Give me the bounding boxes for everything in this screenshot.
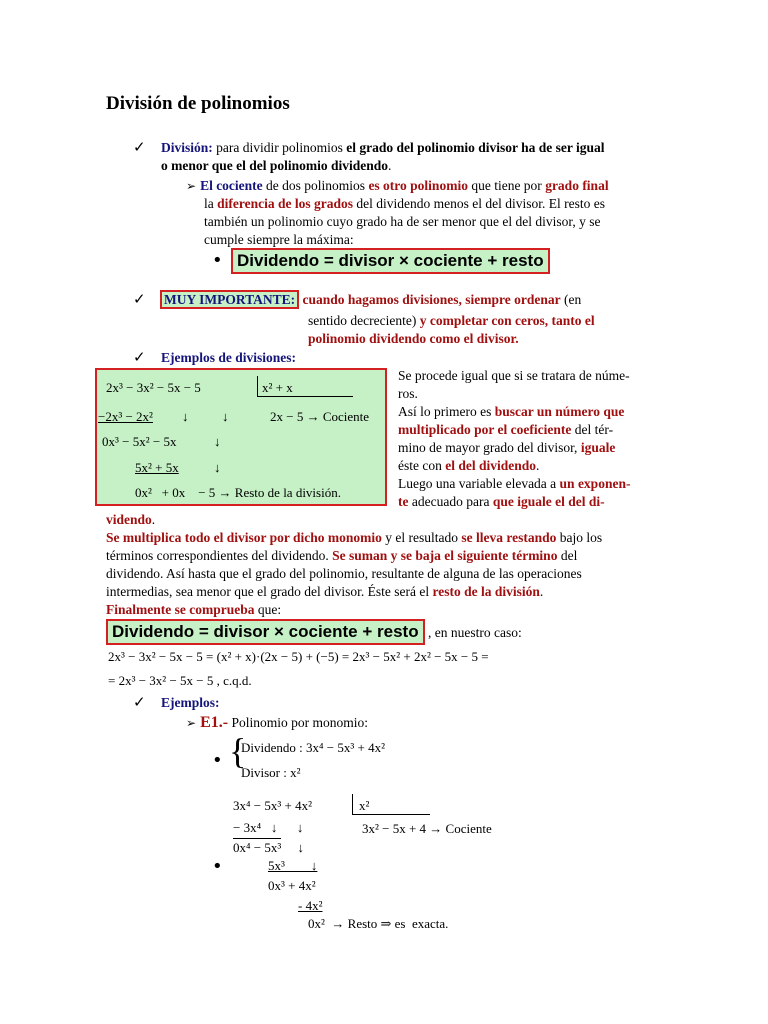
check-icon: ✓ <box>133 348 146 366</box>
para-line2: Se multiplica todo el divisor por dicho monomio y el resultado se lleva restando bajo los <box>106 530 603 545</box>
para-line5: intermedias, sea menor que el grado del divisor. Éste será el resto de la división. <box>106 584 544 599</box>
e1-div-row3: 0x⁴ − 5x³ ↓ <box>233 840 305 855</box>
page-title: División de polinomios <box>106 93 290 114</box>
division-quotient: 2x − 5 → Cociente <box>270 409 370 424</box>
e1-div-row1: 3x⁴ − 5x³ + 4x² <box>233 798 312 813</box>
division-row2: −2x³ − 2x² <box>98 409 153 424</box>
division-dividend: 2x³ − 3x² − 5x − 5 <box>106 380 201 395</box>
division-bracket <box>257 376 258 396</box>
division-remainder: 0x² + 0x − 5 → Resto de la división. <box>135 485 341 500</box>
para-line4: dividendo. Así hasta que el grado del polinomio, resultante de alguna de las operaciones <box>106 566 582 581</box>
down-arrow-icon: ↓ <box>214 460 221 475</box>
division-divisor: x² + x <box>262 380 293 395</box>
section1-line2: o menor que el del polinomio dividendo. <box>161 158 392 173</box>
division-row3: 0x³ − 5x² − 5x <box>102 434 177 449</box>
e1-div-divisor: x² <box>359 798 370 813</box>
check-equation-1: 2x³ − 3x² − 5x − 5 = (x² + x)·(2x − 5) + (−5) = 2x³ − 5x² + 2x² − 5x − 5 = <box>108 649 489 664</box>
para-line6: Finalmente se comprueba que: <box>106 602 282 617</box>
side-line5: mino de mayor grado del divisor, iguale <box>398 440 616 455</box>
down-arrow-icon: ↓ <box>214 434 221 449</box>
formula-box: Dividendo = divisor × cociente + resto <box>231 248 550 274</box>
down-arrow-icon: ↓ <box>182 409 189 424</box>
e1-line: ➢ E1.- Polinomio por monomio: <box>186 714 368 731</box>
side-line2: ros. <box>398 386 418 401</box>
check-icon: ✓ <box>133 138 146 156</box>
brace-icon: { <box>229 731 247 771</box>
section1-sub-line2: la diferencia de los grados del dividendo menos el del divisor. El resto es <box>204 196 605 211</box>
important-label: MUY IMPORTANTE: <box>160 290 299 309</box>
e1-divisor: Divisor : x² <box>241 765 301 780</box>
e1-div-row4: 5x³ ↓ <box>268 858 318 873</box>
side-line4: multiplicado por el coeficiente del tér- <box>398 422 614 437</box>
e1-div-quotient: 3x² − 5x + 4 → Cociente <box>362 821 492 836</box>
e1-div-row2: − 3x⁴ ↓ ↓ <box>233 820 304 835</box>
caso-text: , en nuestro caso: <box>428 625 522 640</box>
side-line7: Luego una variable elevada a un exponen- <box>398 476 631 491</box>
check-equation-2: = 2x³ − 3x² − 5x − 5 , c.q.d. <box>108 673 252 688</box>
e1-div-remainder: 0x² → Resto ⇒ es exacta. <box>308 916 449 931</box>
check-icon: ✓ <box>133 290 146 308</box>
para-line1: videndo. <box>106 512 156 527</box>
side-line6: éste con el del dividendo. <box>398 458 540 473</box>
e1-division-bracket-line <box>352 814 430 815</box>
e1-div-row6: - 4x² <box>298 898 323 913</box>
section1-sub-line4: cumple siempre la máxima: <box>204 232 354 247</box>
para-line3: términos correspondientes del dividendo. Se suman y se baja el siguiente término del <box>106 548 578 563</box>
arrow-bullet-icon: ➢ <box>186 716 197 730</box>
e1-dividend: Dividendo : 3x⁴ − 5x³ + 4x² <box>241 740 385 755</box>
side-line8: te adecuado para que iguale el del di- <box>398 494 605 509</box>
section3-label: Ejemplos de divisiones: <box>161 350 297 365</box>
side-line3: Así lo primero es buscar un número que <box>398 404 625 419</box>
down-arrow-icon: ↓ <box>222 409 229 424</box>
e1-div-row5: 0x³ + 4x² <box>268 878 316 893</box>
e1-division-bracket <box>352 794 353 814</box>
section2-line3: polinomio dividendo como el divisor. <box>308 331 519 346</box>
section2-line2: sentido decreciente) y completar con ceros, tanto el <box>308 313 595 328</box>
arrow-bullet-icon: ➢ <box>186 179 197 193</box>
section4-label: Ejemplos: <box>161 695 220 710</box>
division-bracket-line <box>257 396 353 397</box>
section1-line1: División: para dividir polinomios el grado del polinomio divisor ha de ser igual <box>161 140 605 155</box>
formula-box-2: Dividendo = divisor × cociente + resto <box>106 619 425 645</box>
bullet-icon: • <box>212 750 223 771</box>
section2-line1: MUY IMPORTANTE: cuando hagamos divisiones, siempre ordenar (en <box>160 292 581 308</box>
bullet-icon: • <box>212 856 223 877</box>
check-icon: ✓ <box>133 693 146 711</box>
side-line1: Se procede igual que si se tratara de núme- <box>398 368 630 383</box>
e1-underline-1 <box>233 838 281 839</box>
bullet-icon: • <box>212 250 223 271</box>
division-row4: 5x² + 5x <box>135 460 179 475</box>
section1-sub-line1: ➢ El cociente de dos polinomios es otro polinomio que tiene por grado final <box>186 178 609 193</box>
section1-sub-line3: también un polinomio cuyo grado ha de ser menor que el del divisor, y se <box>204 214 601 229</box>
